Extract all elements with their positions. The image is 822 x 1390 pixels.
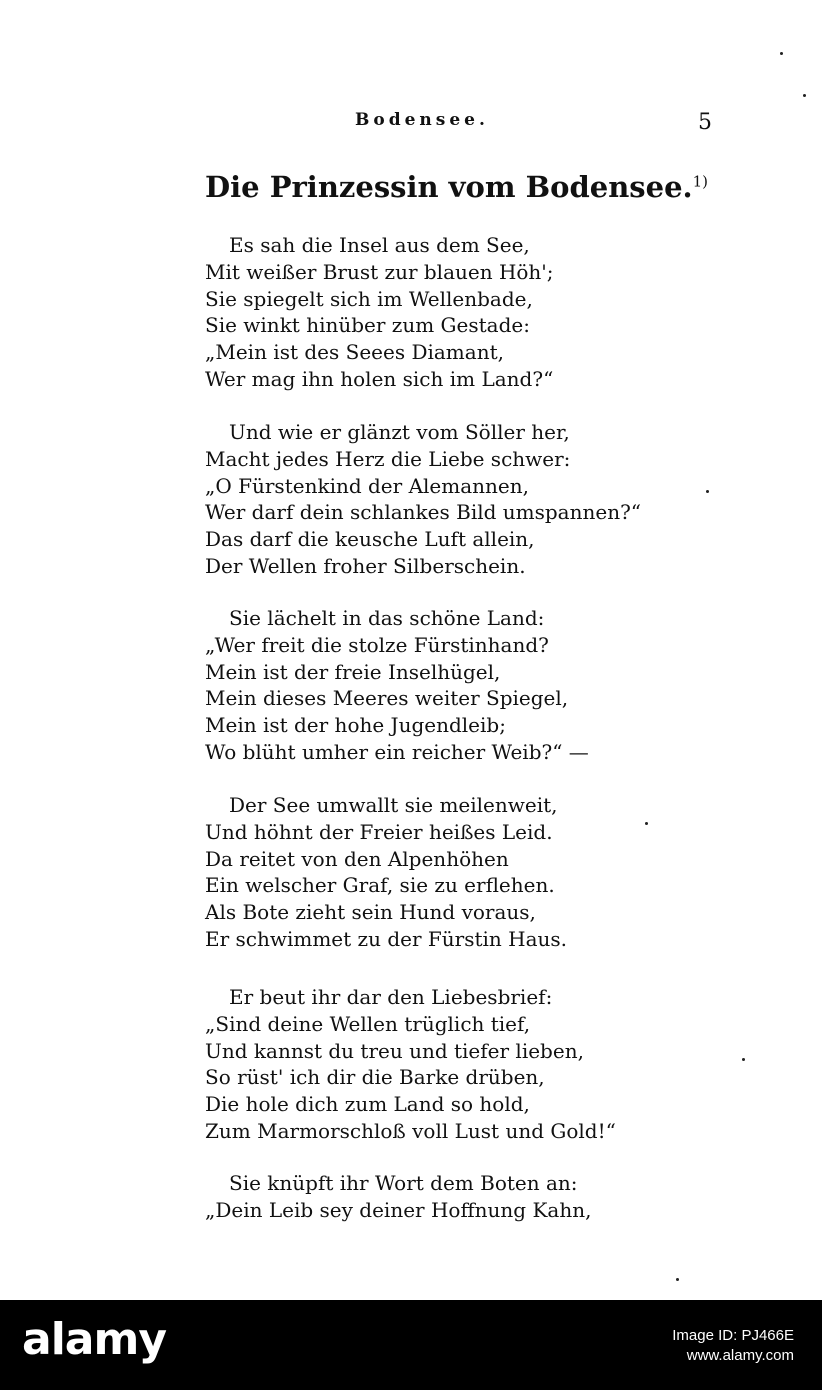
stanza-1 [205, 232, 625, 393]
poem-line: „O Fürstenkind der Alemannen, [205, 473, 529, 498]
scan-speck [780, 52, 783, 55]
poem-line: „Mein ist des Seees Diamant, [205, 340, 504, 365]
scan-speck [742, 1058, 745, 1061]
site-url: www.alamy.com [686, 1347, 794, 1364]
poem-line: Der Wellen froher Silberschein. [205, 553, 526, 578]
stock-watermark-banner [0, 1300, 822, 1390]
poem-line: Mein dieses Meeres weiter Spiegel, [205, 686, 569, 711]
poem-line: Wer mag ihn holen sich im Land?“ [205, 366, 554, 391]
page-number: 5 [698, 110, 712, 135]
poem-line: So rüst' ich dir die Barke drüben, [205, 1065, 545, 1090]
poem-line: Wo blüht umher ein reicher Weib?“ — [205, 739, 589, 764]
poem-line: Sie spiegelt sich im Wellenbade, [205, 286, 533, 311]
poem-title [205, 170, 709, 204]
poem-line: Zum Marmorschloß voll Lust und Gold!“ [205, 1118, 616, 1143]
poem-line: „Dein Leib sey deiner Hoffnung Kahn, [205, 1197, 592, 1222]
poem-line: Sie lächelt in das schöne Land: [229, 606, 545, 630]
scan-speck [803, 94, 806, 97]
poem-line: „Sind deine Wellen trüglich tief, [205, 1011, 531, 1036]
poem-line: Mein ist der hohe Jugendleib; [205, 713, 506, 738]
poem-line: Und kannst du treu und tiefer lieben, [205, 1038, 584, 1063]
poem-line: Und höhnt der Freier heißes Leid. [205, 819, 553, 844]
poem-line: Der See umwallt sie meilenweit, [229, 793, 558, 817]
poem-line: „Wer freit die stolze Fürstinhand? [205, 632, 549, 657]
scan-speck [676, 1278, 679, 1281]
stanza-5 [205, 984, 625, 1145]
stanza-6 [205, 1170, 625, 1224]
poem-line: Wer darf dein schlankes Bild umspannen?“ [205, 500, 642, 525]
stanza-3 [205, 605, 625, 766]
poem-line: Macht jedes Herz die Liebe schwer: [205, 446, 571, 471]
poem-line: Als Bote zieht sein Hund voraus, [205, 900, 536, 925]
poem-line: Mein ist der freie Inselhügel, [205, 659, 501, 684]
poem-line: Und wie er glänzt vom Söller her, [229, 420, 570, 444]
stanza-4 [205, 792, 625, 953]
scan-speck [645, 822, 648, 825]
running-head: Bodensee. [355, 110, 489, 130]
scan-speck [706, 490, 709, 493]
poem-line: Das darf die keusche Luft allein, [205, 527, 535, 552]
poem-line: Sie knüpft ihr Wort dem Boten an: [229, 1171, 578, 1195]
stanza-2 [205, 419, 642, 580]
image-id: Image ID: PJ466E [672, 1327, 794, 1344]
poem-line: Die hole dich zum Land so hold, [205, 1092, 530, 1117]
image-id-block [672, 1326, 794, 1366]
poem-line: Da reitet von den Alpenhöhen [205, 846, 509, 871]
footnote-marker: 1) [692, 172, 709, 191]
poem-line: Er beut ihr dar den Liebesbrief: [229, 985, 553, 1009]
alamy-logo: alamy [22, 1314, 166, 1365]
poem-title-text: Die Prinzessin vom Bodensee. [205, 170, 693, 204]
poem-line: Sie winkt hinüber zum Gestade: [205, 313, 530, 338]
poem-line: Es sah die Insel aus dem See, [229, 233, 530, 257]
poem-line: Mit weißer Brust zur blauen Höh'; [205, 259, 554, 284]
poem-line: Ein welscher Graf, sie zu erflehen. [205, 873, 555, 898]
poem-line: Er schwimmet zu der Fürstin Haus. [205, 926, 567, 951]
